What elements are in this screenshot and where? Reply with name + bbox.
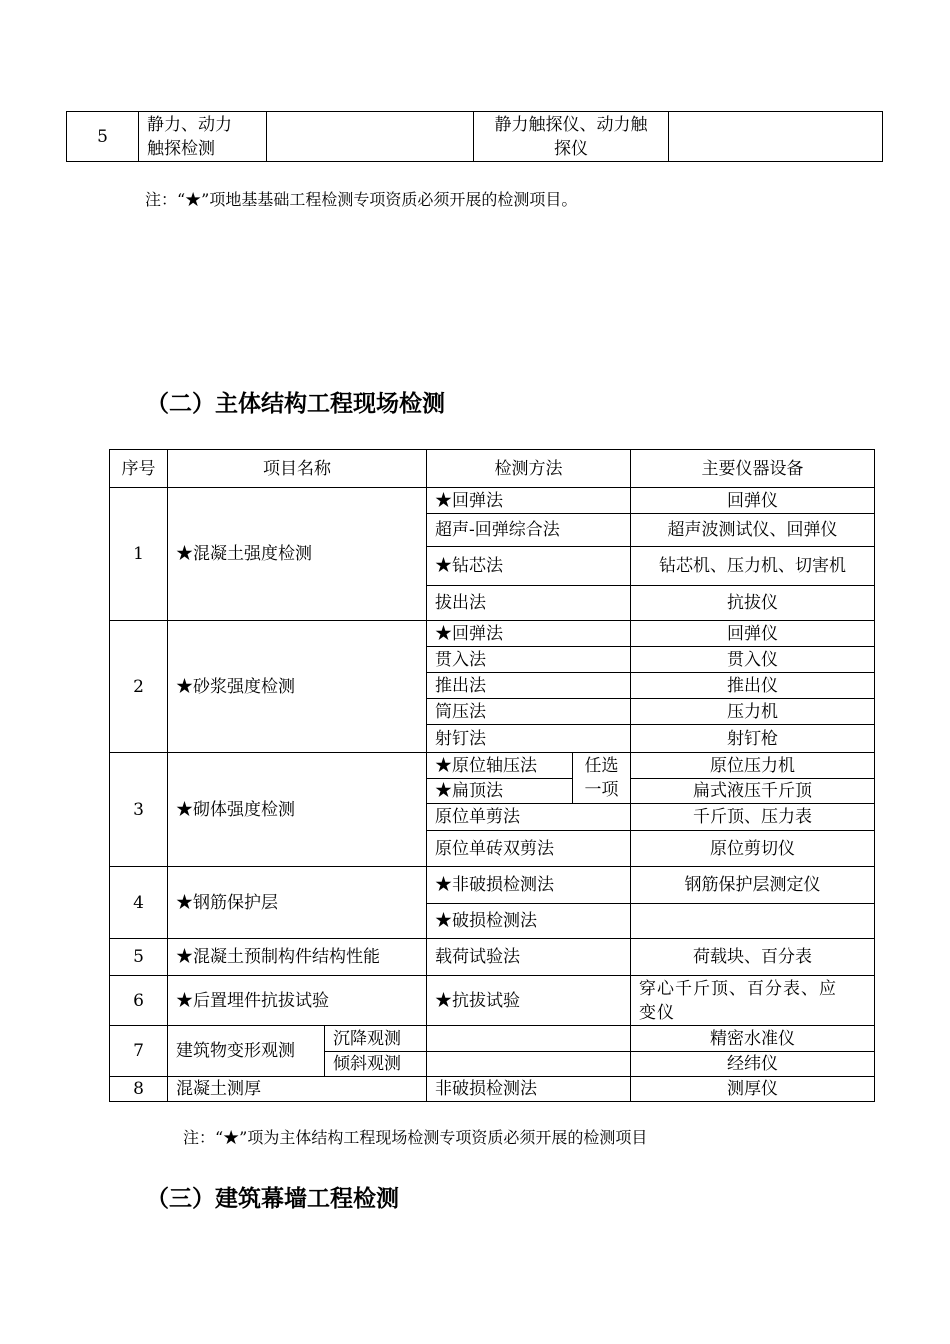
row-number: 2 [110, 621, 168, 753]
equipment-cell: 压力机 [631, 699, 875, 725]
optional-note-line2: 一项 [584, 780, 619, 800]
equipment-cell: 贯入仪 [631, 647, 875, 673]
table-row [110, 976, 875, 1026]
row-number: 1 [110, 488, 168, 621]
sub-item: 倾斜观测 [325, 1052, 427, 1077]
table-row [110, 621, 875, 647]
equipment-cell: 千斤顶、压力表 [631, 804, 875, 831]
item-name: ★混凝土预制构件结构性能 [168, 939, 427, 976]
item-name: ★后置埋件抗拔试验 [168, 976, 427, 1026]
equipment-cell: 钻芯机、压力机、切害机 [631, 547, 875, 586]
equipment-cell: 原位压力机 [631, 753, 875, 779]
item-name: 混凝土测厚 [168, 1077, 427, 1102]
method-cell: ★破损检测法 [427, 904, 631, 939]
item-name: ★砂浆强度检测 [168, 621, 427, 753]
row-number: 6 [110, 976, 168, 1026]
method-cell: 拔出法 [427, 586, 631, 621]
equipment-cell [631, 904, 875, 939]
row-number: 8 [110, 1077, 168, 1102]
equipment-cell: 荷载块、百分表 [631, 939, 875, 976]
method-cell [427, 1052, 631, 1077]
method-cell: ★钻芯法 [427, 547, 631, 586]
row-number: 7 [110, 1026, 168, 1077]
equipment-cell [474, 112, 669, 162]
method-cell: ★抗拔试验 [427, 976, 631, 1026]
top-table [66, 111, 883, 162]
method-cell [427, 1026, 631, 1052]
method-cell: 贯入法 [427, 647, 631, 673]
table-row [110, 867, 875, 904]
equipment-cell [631, 976, 875, 1026]
table-header-row [110, 450, 875, 488]
equipment-line1: 静力触探仪、动力触 [494, 114, 648, 135]
optional-note-line1: 任选 [584, 756, 619, 776]
table-row [110, 1077, 875, 1102]
table-row [110, 939, 875, 976]
method-cell: 载荷试验法 [427, 939, 631, 976]
method-cell [267, 112, 474, 162]
item-name: ★砌体强度检测 [168, 753, 427, 867]
method-cell: 原位单砖双剪法 [427, 831, 631, 867]
method-cell: 推出法 [427, 673, 631, 699]
method-cell: 非破损检测法 [427, 1077, 631, 1102]
equipment-cell: 超声波测试仪、回弹仪 [631, 514, 875, 547]
item-name: ★混凝土强度检测 [168, 488, 427, 621]
table-row [110, 488, 875, 514]
equipment-cell: 测厚仪 [631, 1077, 875, 1102]
item-name [139, 112, 267, 162]
row-number: 4 [110, 867, 168, 939]
table-row [110, 753, 875, 779]
equipment-line2: 变仪 [639, 1002, 675, 1023]
table-row [110, 1026, 875, 1052]
row-number: 5 [67, 112, 139, 162]
row-number: 5 [110, 939, 168, 976]
sub-item: 沉降观测 [325, 1026, 427, 1052]
equipment-cell: 回弹仪 [631, 621, 875, 647]
item-name: 建筑物变形观测 [168, 1026, 325, 1077]
header-equipment: 主要仪器设备 [631, 450, 875, 488]
equipment-cell: 回弹仪 [631, 488, 875, 514]
method-cell: 超声-回弹综合法 [427, 514, 631, 547]
method-cell: 原位单剪法 [427, 804, 631, 831]
method-cell: ★原位轴压法 [427, 753, 573, 779]
equipment-cell: 原位剪切仪 [631, 831, 875, 867]
method-cell: 射钉法 [427, 725, 631, 753]
equipment-cell: 钢筋保护层测定仪 [631, 867, 875, 904]
table-row [67, 112, 883, 162]
note-main-structure: 注：“★”项为主体结构工程现场检测专项资质必须开展的检测项目 [183, 1128, 648, 1147]
method-cell: ★回弹法 [427, 621, 631, 647]
item-name: ★钢筋保护层 [168, 867, 427, 939]
equipment-cell: 抗拔仪 [631, 586, 875, 621]
equipment-line2: 探仪 [554, 138, 588, 159]
method-cell: ★回弹法 [427, 488, 631, 514]
header-item-name: 项目名称 [168, 450, 427, 488]
equipment-cell: 精密水准仪 [631, 1026, 875, 1052]
equipment-cell: 扁式液压千斤顶 [631, 779, 875, 804]
method-cell: 筒压法 [427, 699, 631, 725]
section-title-main-structure: （二）主体结构工程现场检测 [146, 391, 445, 417]
equipment-cell: 射钉枪 [631, 725, 875, 753]
main-structure-table [109, 449, 875, 1102]
optional-note [573, 753, 631, 804]
item-name-line2: 触探检测 [147, 138, 215, 159]
item-name-line1: 静力、动力 [147, 114, 232, 135]
note-foundation: 注：“★”项地基基础工程检测专项资质必须开展的检测项目。 [145, 190, 578, 209]
method-cell: ★非破损检测法 [427, 867, 631, 904]
equipment-line1: 穿心千斤顶、百分表、应 [639, 978, 837, 999]
method-cell: ★扁顶法 [427, 779, 573, 804]
equipment-cell: 推出仪 [631, 673, 875, 699]
header-number: 序号 [110, 450, 168, 488]
section-title-curtain-wall: （三）建筑幕墙工程检测 [146, 1186, 399, 1212]
extra-cell [669, 112, 883, 162]
row-number: 3 [110, 753, 168, 867]
equipment-cell: 经纬仪 [631, 1052, 875, 1077]
header-method: 检测方法 [427, 450, 631, 488]
